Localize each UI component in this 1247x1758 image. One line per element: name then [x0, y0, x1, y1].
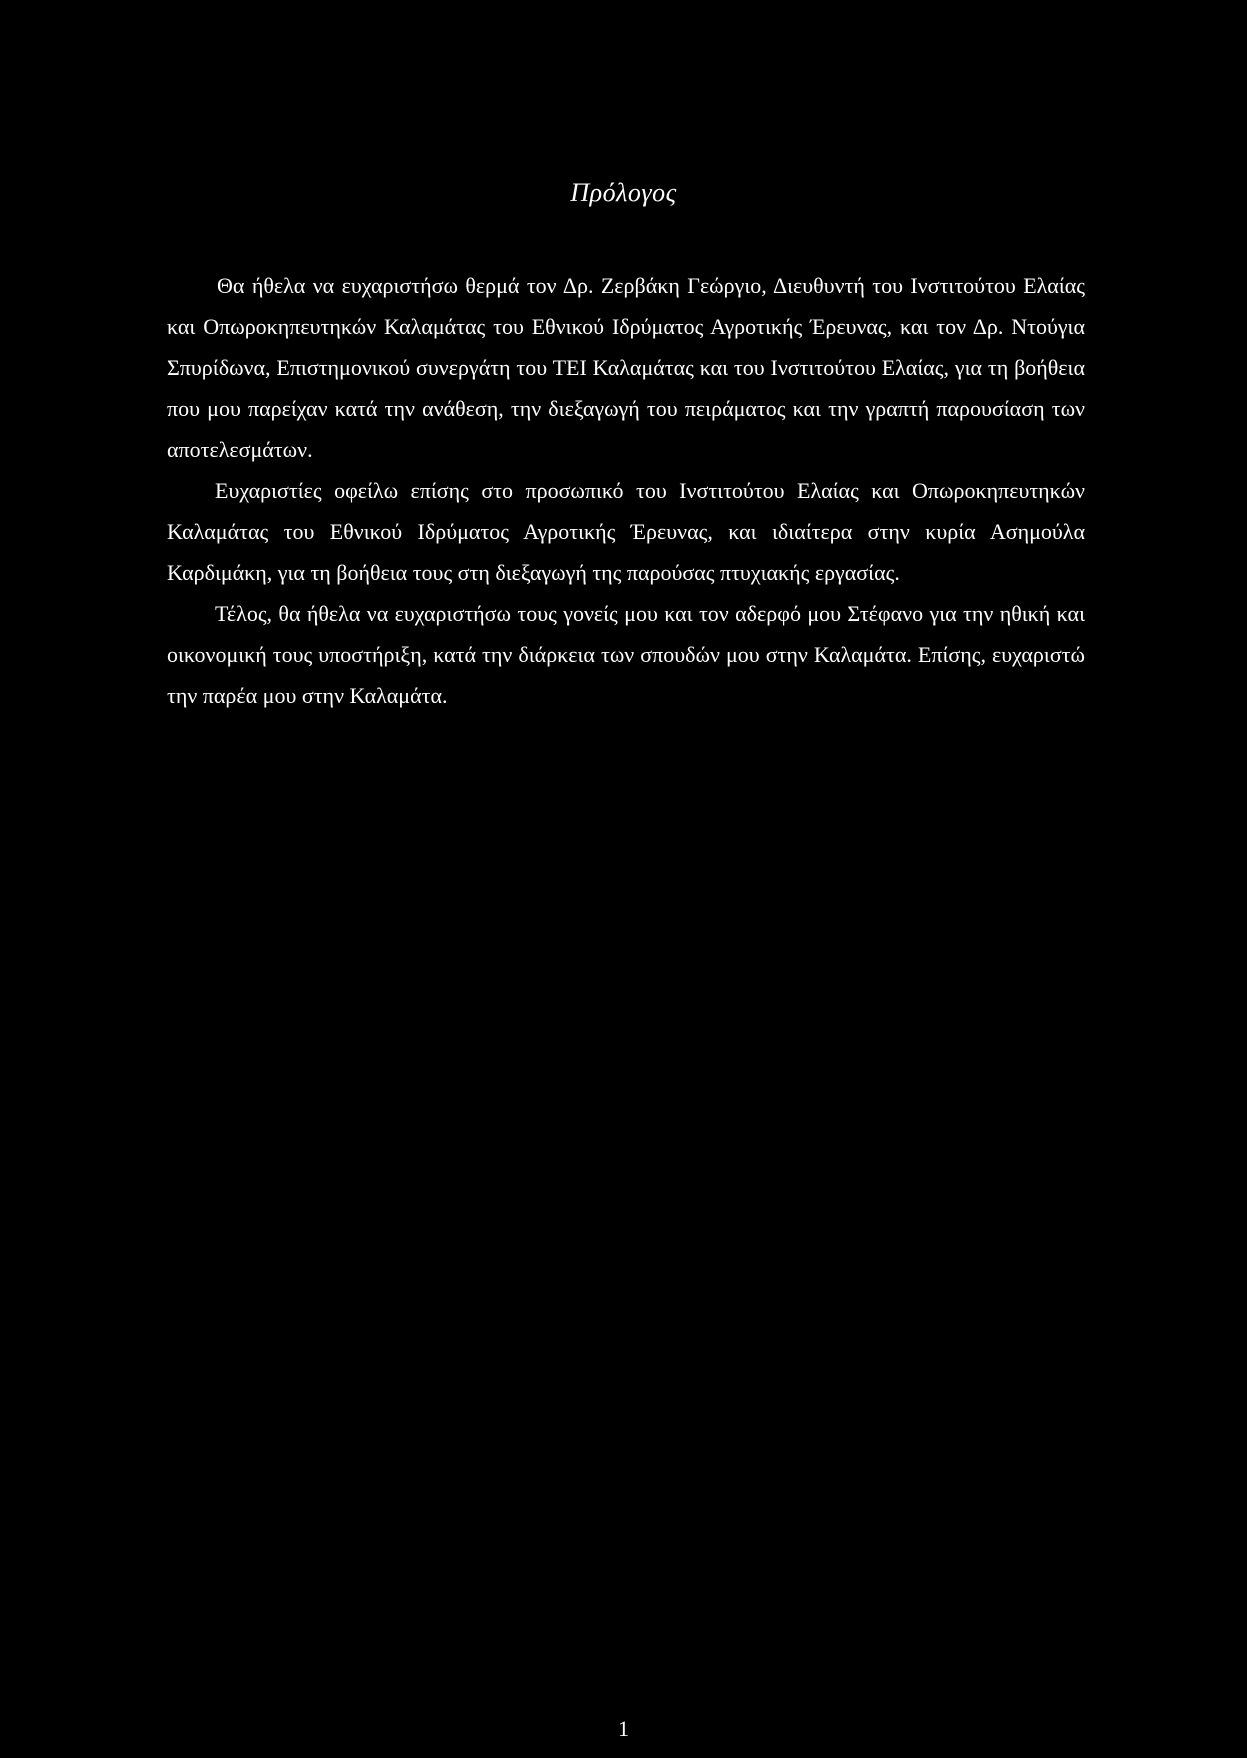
- body-text: [167, 265, 1085, 716]
- page-title: Πρόλογος: [570, 178, 677, 207]
- page-number: 1: [618, 1716, 629, 1741]
- paragraph-acknowledgement-supervisors: Θα ήθελα να ευχαριστήσω θερμά τον Δρ. Ζερβάκη Γεώργιο, Διευθυντή του Ινστιτούτου Ελαίας και Οπωροκηπευτηκών Καλαμάτας του Εθνικού Ιδρύματος Αγροτικής Έρευνας, και τον Δρ. Ντούγια Σπυρίδωνα, Επιστημονικού συνεργάτη του ΤΕΙ Καλαμάτας και του Ινστιτούτου Ελαίας, για τη βοήθεια που μου παρείχαν κατά την ανάθεση, την διεξαγωγή του πειράματος και την γραπτή παρουσίαση των αποτελεσμάτων.: [167, 273, 1085, 462]
- paragraph-acknowledgement-staff: Ευχαριστίες οφείλω επίσης στο προσωπικό του Ινστιτούτου Ελαίας και Οπωροκηπευτηκών Καλαμάτας του Εθνικού Ιδρύματος Αγροτικής Έρευνας, και ιδιαίτερα στην κυρία Ασημούλα Καρδιμάκη, για τη βοήθεια τους στη διεξαγωγή της παρούσας πτυχιακής εργασίας.: [167, 478, 1085, 585]
- paragraph-acknowledgement-family: Τέλος, θα ήθελα να ευχαριστήσω τους γονείς μου και τον αδερφό μου Στέφανο για την ηθική και οικονομική τους υποστήριξη, κατά την διάρκεια των σπουδών μου στην Καλαμάτα. Επίσης, ευχαριστώ την παρέα μου στην Καλαμάτα.: [167, 601, 1085, 708]
